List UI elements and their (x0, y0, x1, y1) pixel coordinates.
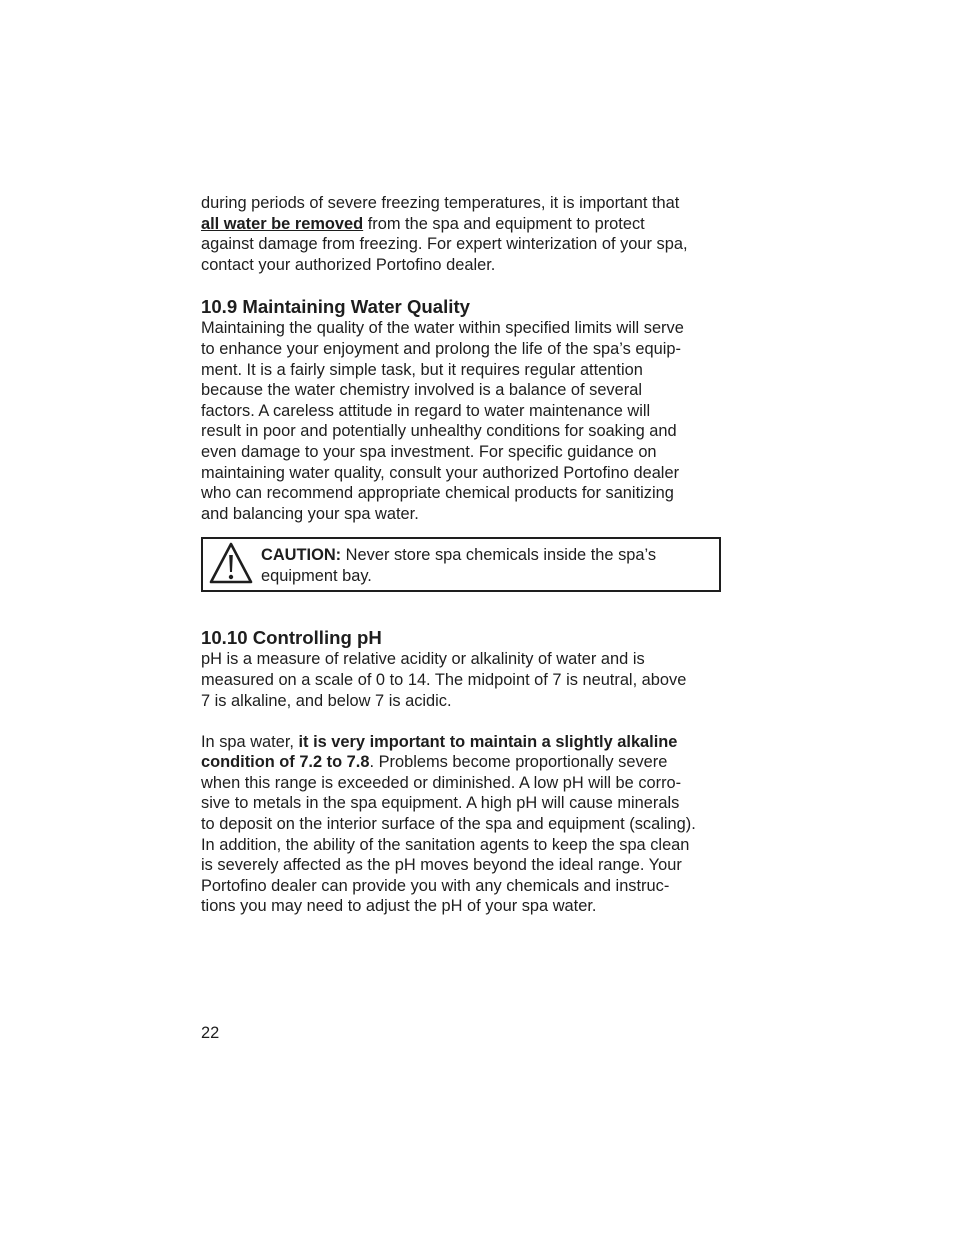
water-quality-paragraph: Maintaining the quality of the water within specified limits will serve to enhance your enjoyment and prolong the life of the spa’s equip- ment. It is a fairly simple task, but it requires regular attention because the water chemistry involved is a balance of several factors. A careless attitude in regard to water maintenance will result in poor and potentially unhealthy conditions for soaking and even damage to your spa investment. For specific guidance on maintaining water quality, consult your authorized Portofino dealer who can recommend appropriate chemical products for sanitizing and balancing your spa water. (201, 319, 684, 523)
intro-text-start: during periods of severe freezing temperatures, it is important that (201, 194, 680, 212)
ph-text-start: In spa water, (201, 732, 299, 751)
page-content (201, 193, 726, 917)
section-heading-controlling-ph: 10.10 Controlling pH (201, 627, 382, 649)
ph-emphasis: it is very important to maintain a slightly alkaline condition of 7.2 to 7.8 (201, 732, 678, 772)
caution-box (201, 537, 721, 592)
ph-paragraph-2 (201, 732, 726, 917)
caution-text: Never store spa chemicals inside the spa’s equipment bay. (261, 546, 657, 586)
warning-triangle-icon (209, 542, 253, 584)
ph-paragraph-1: pH is a measure of relative acidity or alkalinity of water and is measured on a scale of 0 to 14. The midpoint of 7 is neutral, above 7 is alkaline, and below 7 is acidic. (201, 650, 687, 710)
ph-text-end: . Problems become proportionally severe when this range is exceeded or diminished. A low pH will be corro- sive to metals in the spa equipment. A high pH will cause minerals to deposit on the interior surface of the spa and equipment (scaling). In addition, the ability of the sanitation agents to keep the spa clean is severely affected as the pH moves beyond the ideal range. Your Portofino dealer can provide you with any chemicals and instruc- tions you may need to adjust the pH of your spa water. (201, 753, 696, 916)
page-number: 22 (201, 1024, 220, 1042)
caution-label: CAUTION: (261, 546, 342, 565)
intro-text-end: from the spa and equipment to protect against damage from freezing. For expert winterization of your spa, contact your authorized Portofino dealer. (201, 214, 688, 274)
intro-emphasis: all water be removed (201, 214, 364, 233)
section-heading-water-quality: 10.9 Maintaining Water Quality (201, 296, 470, 318)
intro-paragraph (201, 193, 726, 275)
caution-message (261, 545, 701, 587)
